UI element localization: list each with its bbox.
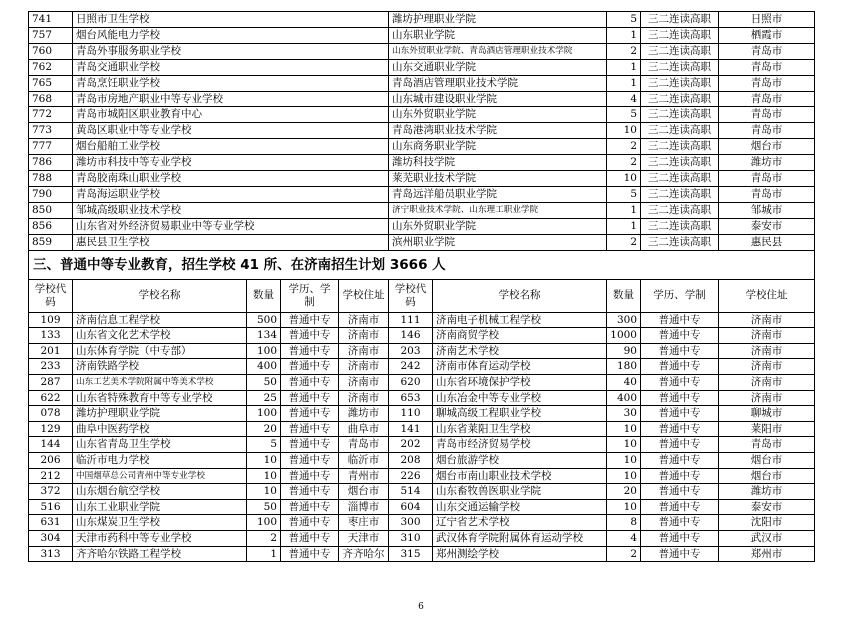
enrollment-quota: 50	[247, 499, 281, 515]
table-row	[29, 468, 815, 484]
row-location: 青岛市	[719, 186, 815, 202]
row-count: 1	[607, 59, 641, 75]
table-row	[29, 123, 815, 139]
enrollment-quota: 400	[607, 390, 641, 406]
enrollment-quota: 40	[607, 374, 641, 390]
school-address: 莱阳市	[719, 421, 815, 437]
education-type: 普通中专	[641, 499, 719, 515]
school-code: 653	[389, 390, 433, 406]
school-name: 临沂市电力学校	[73, 452, 247, 468]
row-program-type: 三二连读高职	[641, 234, 719, 250]
row-code: 762	[29, 59, 73, 75]
row-code: 788	[29, 171, 73, 187]
row-partner: 山东职业学院	[389, 27, 607, 43]
enrollment-quota: 1000	[607, 328, 641, 344]
school-name: 郑州测绘学校	[433, 546, 607, 562]
table-row	[29, 43, 815, 59]
row-partner: 青岛港湾职业技术学院	[389, 123, 607, 139]
education-type: 普通中专	[281, 359, 339, 375]
school-name: 济南市体育运动学校	[433, 359, 607, 375]
table-row	[29, 343, 815, 359]
row-location: 栖霞市	[719, 27, 815, 43]
school-code: 622	[29, 390, 73, 406]
row-school: 潍坊市科技中等专业学校	[73, 155, 389, 171]
section-1-rows	[29, 12, 815, 251]
school-name: 山东煤炭卫生学校	[73, 515, 247, 531]
row-code: 777	[29, 139, 73, 155]
school-name: 齐齐哈尔铁路工程学校	[73, 546, 247, 562]
row-partner: 潍坊科技学院	[389, 155, 607, 171]
row-program-type: 三二连读高职	[641, 27, 719, 43]
school-code: 203	[389, 343, 433, 359]
row-partner: 莱芜职业技术学院	[389, 171, 607, 187]
school-name: 山东烟台航空学校	[73, 484, 247, 500]
school-address: 青岛市	[339, 437, 389, 453]
education-type: 普通中专	[281, 390, 339, 406]
school-address: 济南市	[339, 328, 389, 344]
education-type: 普通中专	[281, 515, 339, 531]
school-address: 沈阳市	[719, 515, 815, 531]
table-row	[29, 27, 815, 43]
enrollment-quota: 4	[607, 530, 641, 546]
table-row	[29, 515, 815, 531]
education-type: 普通中专	[281, 374, 339, 390]
school-code: 144	[29, 437, 73, 453]
school-code: 111	[389, 312, 433, 328]
enrollment-quota: 10	[607, 468, 641, 484]
education-type: 普通中专	[281, 468, 339, 484]
col-header-code: 学校代码	[29, 279, 73, 312]
section-3-heading-row	[29, 250, 815, 279]
school-code: 620	[389, 374, 433, 390]
education-type: 普通中专	[281, 452, 339, 468]
school-code: 201	[29, 343, 73, 359]
row-count: 1	[607, 218, 641, 234]
school-address: 济南市	[719, 359, 815, 375]
row-code: 856	[29, 218, 73, 234]
school-name: 济南信息工程学校	[73, 312, 247, 328]
education-type: 普通中专	[641, 359, 719, 375]
school-address: 济南市	[339, 312, 389, 328]
row-code: 786	[29, 155, 73, 171]
table-row	[29, 59, 815, 75]
row-location: 青岛市	[719, 91, 815, 107]
school-address: 潍坊市	[719, 484, 815, 500]
school-address: 济南市	[719, 390, 815, 406]
education-type: 普通中专	[641, 374, 719, 390]
education-type: 普通中专	[641, 312, 719, 328]
education-type: 普通中专	[281, 328, 339, 344]
education-type: 普通中专	[641, 452, 719, 468]
row-partner: 滨州职业学院	[389, 234, 607, 250]
row-location: 青岛市	[719, 123, 815, 139]
row-partner: 山东外贸职业学院、青岛酒店管理职业技术学院	[389, 43, 607, 59]
school-address: 临沂市	[339, 452, 389, 468]
table-row	[29, 328, 815, 344]
row-school: 烟台风能电力学校	[73, 27, 389, 43]
row-school: 惠民县卫生学校	[73, 234, 389, 250]
row-count: 2	[607, 234, 641, 250]
school-address: 济南市	[719, 374, 815, 390]
row-code: 772	[29, 107, 73, 123]
school-address: 济南市	[339, 359, 389, 375]
school-code: 304	[29, 530, 73, 546]
school-code: 129	[29, 421, 73, 437]
enrollment-quota: 50	[247, 374, 281, 390]
education-type: 普通中专	[641, 546, 719, 562]
school-code: 604	[389, 499, 433, 515]
row-program-type: 三二连读高职	[641, 139, 719, 155]
row-program-type: 三二连读高职	[641, 12, 719, 28]
table-row	[29, 359, 815, 375]
row-partner: 青岛远洋船员职业学院	[389, 186, 607, 202]
table-row	[29, 91, 815, 107]
row-code: 741	[29, 12, 73, 28]
school-code: 133	[29, 328, 73, 344]
col-header-code-2: 学校代码	[389, 279, 433, 312]
row-partner: 山东交通职业学院	[389, 59, 607, 75]
row-partner: 山东商务职业学院	[389, 139, 607, 155]
row-program-type: 三二连读高职	[641, 155, 719, 171]
school-address: 淄博市	[339, 499, 389, 515]
school-address: 青岛市	[719, 437, 815, 453]
school-address: 齐齐哈尔	[339, 546, 389, 562]
row-count: 1	[607, 202, 641, 218]
school-name: 辽宁省艺术学校	[433, 515, 607, 531]
school-address: 烟台市	[339, 484, 389, 500]
admissions-table	[28, 11, 815, 562]
table-row	[29, 390, 815, 406]
enrollment-quota: 100	[247, 343, 281, 359]
school-name: 山东省青岛卫生学校	[73, 437, 247, 453]
row-location: 邹城市	[719, 202, 815, 218]
education-type: 普通中专	[281, 343, 339, 359]
row-school: 青岛市房地产职业中等专业学校	[73, 91, 389, 107]
document-page	[28, 11, 814, 562]
education-type: 普通中专	[281, 499, 339, 515]
school-code: 310	[389, 530, 433, 546]
row-count: 1	[607, 27, 641, 43]
school-name: 山东工艺美术学院附属中等美术学校	[73, 374, 247, 390]
row-code: 765	[29, 75, 73, 91]
table-row	[29, 421, 815, 437]
school-name: 山东交通运输学校	[433, 499, 607, 515]
school-address: 泰安市	[719, 499, 815, 515]
school-name: 青岛市经济贸易学校	[433, 437, 607, 453]
school-name: 济南商贸学校	[433, 328, 607, 344]
col-header-name: 学校名称	[73, 279, 247, 312]
school-name: 曲阜中医药学校	[73, 421, 247, 437]
row-location: 青岛市	[719, 59, 815, 75]
row-school: 烟台船舶工业学校	[73, 139, 389, 155]
table-row	[29, 499, 815, 515]
school-address: 济南市	[339, 390, 389, 406]
table-row	[29, 202, 815, 218]
row-count: 1	[607, 75, 641, 91]
table-row	[29, 186, 815, 202]
row-school: 青岛市城阳区职业教育中心	[73, 107, 389, 123]
school-code: 141	[389, 421, 433, 437]
row-partner: 山东城市建设职业学院	[389, 91, 607, 107]
row-location: 烟台市	[719, 139, 815, 155]
row-program-type: 三二连读高职	[641, 91, 719, 107]
school-code: 313	[29, 546, 73, 562]
row-program-type: 三二连读高职	[641, 123, 719, 139]
table-row	[29, 171, 815, 187]
row-partner: 潍坊护理职业学院	[389, 12, 607, 28]
education-type: 普通中专	[281, 312, 339, 328]
row-school: 青岛烹饪职业学校	[73, 75, 389, 91]
enrollment-quota: 400	[247, 359, 281, 375]
row-count: 5	[607, 186, 641, 202]
row-code: 768	[29, 91, 73, 107]
row-school: 青岛交通职业学校	[73, 59, 389, 75]
school-code: 202	[389, 437, 433, 453]
table-row	[29, 406, 815, 422]
school-name: 武汉体育学院附属体育运动学校	[433, 530, 607, 546]
education-type: 普通中专	[641, 390, 719, 406]
enrollment-quota: 300	[607, 312, 641, 328]
school-name: 山东体育学院（中专部）	[73, 343, 247, 359]
table-row	[29, 312, 815, 328]
school-address: 郑州市	[719, 546, 815, 562]
enrollment-quota: 10	[247, 452, 281, 468]
col-header-edu-2: 学历、学制	[641, 279, 719, 312]
enrollment-quota: 10	[607, 421, 641, 437]
school-name: 聊城高级工程职业学校	[433, 406, 607, 422]
enrollment-quota: 10	[607, 499, 641, 515]
enrollment-quota: 134	[247, 328, 281, 344]
enrollment-quota: 10	[247, 468, 281, 484]
row-partner: 济宁职业技术学院、山东理工职业学院	[389, 202, 607, 218]
row-count: 2	[607, 43, 641, 59]
education-type: 普通中专	[641, 328, 719, 344]
school-name: 山东畜牧兽医职业学院	[433, 484, 607, 500]
col-header-addr: 学校住址	[339, 279, 389, 312]
row-code: 773	[29, 123, 73, 139]
row-location: 青岛市	[719, 171, 815, 187]
school-code: 078	[29, 406, 73, 422]
row-count: 4	[607, 91, 641, 107]
school-code: 212	[29, 468, 73, 484]
school-address: 济南市	[719, 343, 815, 359]
school-name: 烟台市南山职业技术学校	[433, 468, 607, 484]
row-count: 10	[607, 123, 641, 139]
education-type: 普通中专	[281, 421, 339, 437]
row-program-type: 三二连读高职	[641, 171, 719, 187]
enrollment-quota: 5	[247, 437, 281, 453]
col-header-edu: 学历、学制	[281, 279, 339, 312]
row-code: 757	[29, 27, 73, 43]
row-program-type: 三二连读高职	[641, 202, 719, 218]
school-code: 300	[389, 515, 433, 531]
education-type: 普通中专	[281, 546, 339, 562]
table-row	[29, 452, 815, 468]
row-program-type: 三二连读高职	[641, 59, 719, 75]
education-type: 普通中专	[641, 515, 719, 531]
enrollment-quota: 20	[607, 484, 641, 500]
school-name: 山东省环境保护学校	[433, 374, 607, 390]
education-type: 普通中专	[641, 530, 719, 546]
school-code: 287	[29, 374, 73, 390]
row-school: 日照市卫生学校	[73, 12, 389, 28]
education-type: 普通中专	[281, 484, 339, 500]
row-program-type: 三二连读高职	[641, 75, 719, 91]
col-header-quota-2: 数量	[607, 279, 641, 312]
row-program-type: 三二连读高职	[641, 186, 719, 202]
row-location: 青岛市	[719, 107, 815, 123]
row-code: 790	[29, 186, 73, 202]
row-school: 山东省对外经济贸易职业中等专业学校	[73, 218, 389, 234]
enrollment-quota: 90	[607, 343, 641, 359]
table-row	[29, 437, 815, 453]
school-address: 青州市	[339, 468, 389, 484]
col-header-quota: 数量	[247, 279, 281, 312]
school-name: 山东省特殊教育中等专业学校	[73, 390, 247, 406]
school-code: 226	[389, 468, 433, 484]
row-partner: 山东外贸职业学院	[389, 218, 607, 234]
row-location: 潍坊市	[719, 155, 815, 171]
school-code: 516	[29, 499, 73, 515]
school-code: 514	[389, 484, 433, 500]
row-count: 2	[607, 139, 641, 155]
school-code: 631	[29, 515, 73, 531]
table-row	[29, 546, 815, 562]
enrollment-quota: 20	[247, 421, 281, 437]
school-code: 208	[389, 452, 433, 468]
row-location: 日照市	[719, 12, 815, 28]
school-name: 山东冶金中等专业学校	[433, 390, 607, 406]
table-row	[29, 12, 815, 28]
education-type: 普通中专	[641, 406, 719, 422]
row-location: 泰安市	[719, 218, 815, 234]
row-school: 黄岛区职业中等专业学校	[73, 123, 389, 139]
row-school: 青岛胶南珠山职业学校	[73, 171, 389, 187]
school-address: 济南市	[719, 312, 815, 328]
education-type: 普通中专	[641, 437, 719, 453]
school-code: 146	[389, 328, 433, 344]
school-address: 曲阜市	[339, 421, 389, 437]
row-school: 邹城高级职业技术学校	[73, 202, 389, 218]
education-type: 普通中专	[641, 421, 719, 437]
education-type: 普通中专	[641, 484, 719, 500]
education-type: 普通中专	[281, 437, 339, 453]
section-3-heading: 三、普通中等专业教育，招生学校 41 所、在济南招生计划 3666 人	[29, 250, 815, 279]
school-address: 烟台市	[719, 452, 815, 468]
row-count: 2	[607, 155, 641, 171]
row-code: 859	[29, 234, 73, 250]
education-type: 普通中专	[641, 468, 719, 484]
school-code: 315	[389, 546, 433, 562]
enrollment-quota: 8	[607, 515, 641, 531]
enrollment-quota: 2	[607, 546, 641, 562]
table-row	[29, 139, 815, 155]
row-location: 惠民县	[719, 234, 815, 250]
table-row	[29, 75, 815, 91]
school-name: 烟台旅游学校	[433, 452, 607, 468]
row-program-type: 三二连读高职	[641, 107, 719, 123]
school-address: 烟台市	[719, 468, 815, 484]
table-row	[29, 155, 815, 171]
school-name: 济南铁路学校	[73, 359, 247, 375]
table-row	[29, 218, 815, 234]
education-type: 普通中专	[281, 406, 339, 422]
school-code: 233	[29, 359, 73, 375]
enrollment-quota: 1	[247, 546, 281, 562]
school-address: 济南市	[719, 328, 815, 344]
page-number: 6	[418, 602, 424, 612]
table-row	[29, 530, 815, 546]
school-code: 206	[29, 452, 73, 468]
enrollment-quota: 100	[247, 515, 281, 531]
row-count: 5	[607, 107, 641, 123]
enrollment-quota: 10	[607, 437, 641, 453]
school-code: 372	[29, 484, 73, 500]
education-type: 普通中专	[281, 530, 339, 546]
school-name: 山东省莱阳卫生学校	[433, 421, 607, 437]
enrollment-quota: 500	[247, 312, 281, 328]
school-code: 110	[389, 406, 433, 422]
table-row	[29, 484, 815, 500]
school-name: 山东省文化艺术学校	[73, 328, 247, 344]
table-row	[29, 374, 815, 390]
row-code: 760	[29, 43, 73, 59]
row-program-type: 三二连读高职	[641, 218, 719, 234]
enrollment-quota: 100	[247, 406, 281, 422]
row-count: 10	[607, 171, 641, 187]
school-code: 242	[389, 359, 433, 375]
row-program-type: 三二连读高职	[641, 43, 719, 59]
school-address: 济南市	[339, 374, 389, 390]
row-location: 青岛市	[719, 43, 815, 59]
row-location: 青岛市	[719, 75, 815, 91]
section-3-header	[29, 279, 815, 312]
school-address: 济南市	[339, 343, 389, 359]
enrollment-quota: 30	[607, 406, 641, 422]
school-name: 济南电子机械工程学校	[433, 312, 607, 328]
school-name: 天津市药科中等专业学校	[73, 530, 247, 546]
school-name: 济南艺术学校	[433, 343, 607, 359]
col-header-addr-2: 学校住址	[719, 279, 815, 312]
row-partner: 山东外贸职业学院	[389, 107, 607, 123]
education-type: 普通中专	[641, 343, 719, 359]
school-name: 山东工业职业学院	[73, 499, 247, 515]
section-3-rows	[29, 312, 815, 562]
table-row	[29, 107, 815, 123]
enrollment-quota: 180	[607, 359, 641, 375]
row-code: 850	[29, 202, 73, 218]
school-address: 潍坊市	[339, 406, 389, 422]
school-code: 109	[29, 312, 73, 328]
school-address: 天津市	[339, 530, 389, 546]
table-row	[29, 234, 815, 250]
enrollment-quota: 2	[247, 530, 281, 546]
enrollment-quota: 10	[247, 484, 281, 500]
col-header-name-2: 学校名称	[433, 279, 607, 312]
school-name: 中国烟草总公司青州中等专业学校	[73, 468, 247, 484]
row-school: 青岛海运职业学校	[73, 186, 389, 202]
row-partner: 青岛酒店管理职业技术学院	[389, 75, 607, 91]
row-school: 青岛外事服务职业学校	[73, 43, 389, 59]
enrollment-quota: 10	[607, 452, 641, 468]
school-name: 潍坊护理职业学院	[73, 406, 247, 422]
enrollment-quota: 25	[247, 390, 281, 406]
school-address: 枣庄市	[339, 515, 389, 531]
row-count: 5	[607, 12, 641, 28]
school-address: 武汉市	[719, 530, 815, 546]
school-address: 聊城市	[719, 406, 815, 422]
